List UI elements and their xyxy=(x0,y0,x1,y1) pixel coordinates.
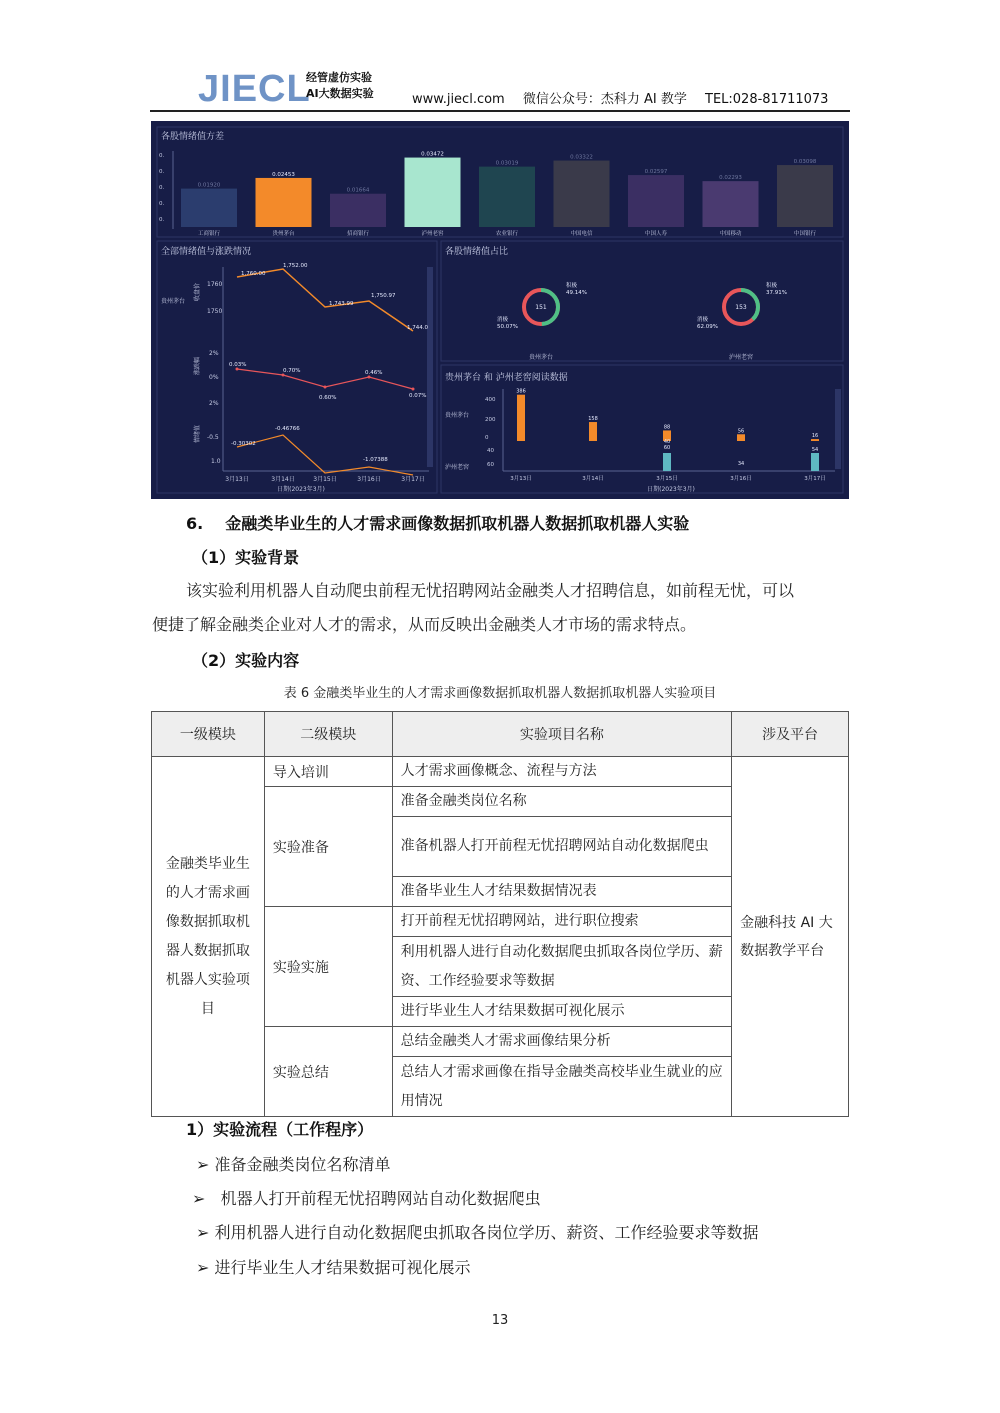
section-title: 金融类毕业生的人才需求画像数据抓取机器人数据抓取机器人实验 xyxy=(225,514,690,533)
sentiment-bar xyxy=(628,175,684,227)
logo-subtitle xyxy=(306,70,374,102)
donut-pos-value: 37.91% xyxy=(766,290,787,296)
reads-top-value: 88 xyxy=(663,424,671,431)
flow-bullet xyxy=(192,1186,541,1209)
reads-x-date: 3月13日 xyxy=(510,476,532,482)
donut-center-value: 151 xyxy=(535,304,547,311)
donut-pos-label: 积极 xyxy=(766,283,778,289)
reads-x-date: 3月17日 xyxy=(804,476,826,482)
reads-bottom-value: 40 xyxy=(663,439,671,445)
logo-line-1: 经管虚仿实验 xyxy=(306,71,372,84)
trend-row1-point-label: 1,750.97 xyxy=(371,293,396,299)
reads-x-date: 3月14日 xyxy=(582,476,604,482)
platform-cell: 金融科技 AI 大数据教学平台 xyxy=(732,757,849,1117)
background-paragraph xyxy=(152,574,852,642)
experiment-table xyxy=(151,711,849,1117)
reads-top-value: 56 xyxy=(737,428,745,435)
reads-top-value: 158 xyxy=(588,416,598,423)
trend-row2-point xyxy=(412,388,415,391)
reads-bottom-bar xyxy=(663,453,671,471)
sentiment-bar-value: 0.01664 xyxy=(346,187,370,194)
sentiment-bar-value: 0.02293 xyxy=(719,175,742,182)
flow-bullet xyxy=(196,1220,759,1243)
wechat: 微信公众号：杰科力 AI 教学 xyxy=(522,92,687,107)
reads-bottom-value: 34 xyxy=(737,461,745,467)
sentiment-bar-label: 招商银行 xyxy=(346,231,370,237)
sentiment-bar-value: 0.02597 xyxy=(644,169,668,176)
donut-neg-value: 62.09% xyxy=(697,324,718,330)
trend-row3-tick: -0.5 xyxy=(207,434,219,441)
bullet-symbol: ➢ xyxy=(196,1258,210,1277)
reads-x-title: 日期(2023年3月) xyxy=(647,486,695,493)
sentiment-bar-label: 农业银行 xyxy=(495,231,519,237)
trend-row1-point-label: 1,743.99 xyxy=(329,301,354,307)
reads-bottom-tick: 40 xyxy=(487,448,494,454)
reads-top-tick: 0 xyxy=(485,435,489,441)
project-cell: 总结人才需求画像在指导金融类高校毕业生就业的应用情况 xyxy=(392,1057,731,1117)
reads-top-bar xyxy=(811,439,819,441)
trend-row2-point xyxy=(368,376,371,379)
donut-pos-label: 积极 xyxy=(566,283,578,289)
trend-row1-point-label: 1,752.00 xyxy=(283,263,308,269)
donut-name: 贵州茅台 xyxy=(528,354,554,361)
reads-top-tick: 200 xyxy=(485,417,496,423)
bullet-symbol: ➢ xyxy=(192,1189,206,1208)
sentiment-bar-value: 0.03322 xyxy=(570,154,593,161)
reads-bottom-value: 54 xyxy=(811,447,819,453)
table-header-row xyxy=(152,712,849,757)
background-line-2: 便捷了解金融类企业对人才的需求，从而反映出金融类人才市场的需求特点。 xyxy=(152,615,697,634)
module-cell: 导入培训 xyxy=(264,757,392,787)
trend-row2-point xyxy=(236,368,239,371)
trend-row1-point-label: 1,744.0 xyxy=(407,325,428,331)
sentiment-bar-value: 0.03472 xyxy=(421,151,444,158)
background-heading: （1）实验背景 xyxy=(192,548,300,567)
reads-top-tick: 400 xyxy=(485,397,496,403)
sentiment-bar-value: 0.03019 xyxy=(495,160,519,167)
trend-row2-tick: 2% xyxy=(209,400,219,407)
trend-x-date: 3月14日 xyxy=(271,476,295,483)
trend-row3-point-label: -1.07388 xyxy=(363,457,388,463)
donut-pos-value: 49.14% xyxy=(566,290,587,296)
reads-bars xyxy=(485,389,826,482)
trend-x-dates xyxy=(225,475,424,483)
trend-row2-point xyxy=(282,374,285,377)
section-number: 6. xyxy=(186,514,204,533)
trend-panel-title: 全部情绪值与涨跌情况 xyxy=(161,247,252,257)
trend-x-date: 3月13日 xyxy=(225,476,249,483)
bullet-symbol: ➢ xyxy=(196,1223,210,1242)
trend-row2-axis: 涨跌幅 xyxy=(194,356,201,375)
reads-top-value: 16 xyxy=(811,433,819,440)
sentiment-bar xyxy=(405,158,461,227)
project-cell: 利用机器人进行自动化数据爬虫抓取各岗位学历、薪资、工作经验要求等数据 xyxy=(392,937,731,997)
trend-x-title: 日期(2023年3月) xyxy=(277,486,325,493)
project-cell: 准备金融类岗位名称 xyxy=(392,787,731,817)
donut-neg-label: 消极 xyxy=(697,317,709,323)
flow-bullet-text: 进行毕业生人才结果数据可视化展示 xyxy=(214,1258,471,1277)
flow-bullet-text: 利用机器人进行自动化数据爬虫抓取各岗位学历、薪资、工作经验要求等数据 xyxy=(214,1223,759,1242)
flow-title: 1）实验流程（工作程序） xyxy=(186,1120,374,1139)
project-cell: 进行毕业生人才结果数据可视化展示 xyxy=(392,997,731,1027)
trend-row1-axis: 收盘价 xyxy=(194,282,201,301)
section-heading xyxy=(186,511,689,534)
header-platform: 涉及平台 xyxy=(732,712,849,757)
share-donuts xyxy=(497,281,787,361)
trend-row3-tick: 1.0 xyxy=(211,458,221,465)
sentiment-bar xyxy=(479,167,535,227)
trend-row2-tick: 0% xyxy=(209,374,219,381)
reads-top-bar xyxy=(517,395,525,441)
trend-row3-point-label: -0.30302 xyxy=(231,441,256,447)
flow-bullet-text: 机器人打开前程无忧招聘网站自动化数据爬虫 xyxy=(220,1189,541,1208)
trend-row1-point-label: 1,760.00 xyxy=(241,271,266,277)
donut-name: 泸州老窖 xyxy=(728,354,754,361)
sentiment-y-tick: 0. xyxy=(159,185,165,191)
trend-row3-axis: 情绪值 xyxy=(194,424,201,443)
sentiment-bar-label: 泸州老窖 xyxy=(421,231,444,237)
sentiment-bar-label: 贵州茅台 xyxy=(272,231,295,237)
trend-x-date: 3月16日 xyxy=(357,476,381,483)
project-cell: 总结金融类人才需求画像结果分析 xyxy=(392,1027,731,1057)
reads-top-label: 贵州茅台 xyxy=(445,412,470,419)
sentiment-bar-label: 中国人寿 xyxy=(644,231,668,237)
sentiment-bar xyxy=(554,161,610,227)
page-header xyxy=(150,64,850,112)
share-panel-frame xyxy=(441,241,843,361)
reads-x-date: 3月16日 xyxy=(730,476,752,482)
trend-row1-tick: 1760 xyxy=(207,281,223,288)
donut-neg-value: 50.07% xyxy=(497,324,518,330)
sentiment-bar xyxy=(330,194,386,227)
table-row xyxy=(152,757,849,787)
header-project: 实验项目名称 xyxy=(392,712,731,757)
module-cell: 实验准备 xyxy=(264,787,392,907)
dashboard-canvas xyxy=(151,121,849,499)
trend-sentiment-line xyxy=(237,435,413,475)
header-level1: 一级模块 xyxy=(152,712,265,757)
reads-top-value: 386 xyxy=(516,388,526,395)
sentiment-bar-label: 中国电信 xyxy=(570,231,593,237)
share-panel-title: 各股情绪值占比 xyxy=(445,247,509,257)
trend-row1-label: 贵州茅台 xyxy=(161,298,186,305)
reads-top-bar xyxy=(737,434,745,441)
sentiment-bar-label: 中国移动 xyxy=(719,231,742,237)
trend-scrollbar[interactable] xyxy=(427,267,433,467)
project-cell: 准备毕业生人才结果数据情况表 xyxy=(392,877,731,907)
reads-top-bar xyxy=(589,422,597,441)
trend-x-date: 3月15日 xyxy=(313,476,337,483)
reads-x-date: 3月15日 xyxy=(656,476,678,482)
trend-row2-point-label: 0.46% xyxy=(365,370,383,376)
project-cell: 打开前程无忧招聘网站，进行职位搜索 xyxy=(392,907,731,937)
page-number: 13 xyxy=(491,1313,509,1328)
module-cell: 实验总结 xyxy=(264,1027,392,1117)
telephone: TEL:028-81711073 xyxy=(705,92,829,107)
trend-row2-tick: 2% xyxy=(209,350,219,357)
reads-bottom-tick: 60 xyxy=(487,462,494,468)
sentiment-bar-value: 0.01920 xyxy=(197,182,221,189)
reads-bottom-value: 60 xyxy=(663,445,671,451)
sentiment-bar xyxy=(777,165,833,227)
sentiment-y-tick: 0. xyxy=(159,217,165,223)
sentiment-bar-value: 0.02453 xyxy=(272,171,295,178)
donut-neg-label: 消极 xyxy=(497,317,509,323)
module-cell: 实验实施 xyxy=(264,907,392,1027)
reads-panel-title: 贵州茅台 和 泸州老窖阅读数据 xyxy=(445,373,568,383)
trend-row2-point xyxy=(324,386,327,389)
sentiment-bar xyxy=(703,181,759,227)
flow-bullet xyxy=(196,1255,471,1278)
table-caption: 表 6 金融类毕业生的人才需求画像数据抓取机器人数据抓取机器人实验项目 xyxy=(283,686,717,701)
reads-bottom-bar xyxy=(811,453,819,471)
donut-center-value: 153 xyxy=(735,304,747,311)
logo: JIECL xyxy=(198,68,311,110)
flow-bullet-text: 准备金融类岗位名称清单 xyxy=(214,1155,391,1174)
bullet-symbol: ➢ xyxy=(196,1155,210,1174)
sentiment-bar xyxy=(256,178,312,227)
trend-row2-point-label: 0.60% xyxy=(319,395,337,401)
sentiment-bar-value: 0.03098 xyxy=(793,159,817,166)
reads-panel-frame xyxy=(441,365,843,493)
sentiment-bar-label: 工商银行 xyxy=(197,231,221,237)
trend-row2-point-label: 0.07% xyxy=(409,393,427,399)
trend-close-line xyxy=(237,269,413,331)
project-cell: 准备机器人打开前程无忧招聘网站自动化数据爬虫 xyxy=(392,817,731,877)
flow-bullet xyxy=(196,1152,391,1175)
dashboard-screenshot xyxy=(151,121,849,499)
contact-info xyxy=(412,88,842,107)
sentiment-bar-label: 中国银行 xyxy=(793,231,817,237)
trend-point-labels xyxy=(229,263,428,463)
reads-scrollbar[interactable] xyxy=(835,389,841,469)
trend-x-date: 3月17日 xyxy=(401,476,425,483)
background-line-1: 该实验利用机器人自动爬虫前程无忧招聘网站金融类人才招聘信息，如前程无忧，可以 xyxy=(186,581,795,600)
reads-bottom-label: 泸州老窖 xyxy=(445,464,470,471)
trend-row3-point-label: -0.46766 xyxy=(275,426,300,432)
trend-row1-tick: 1750 xyxy=(207,308,223,315)
trend-ticks xyxy=(207,281,222,465)
project-cell: 人才需求画像概念、流程与方法 xyxy=(392,757,731,787)
sentiment-panel-title: 各股情绪值方差 xyxy=(161,132,225,142)
header-level2: 二级模块 xyxy=(264,712,392,757)
sentiment-y-tick: 0. xyxy=(159,201,165,207)
sentiment-y-tick: 0. xyxy=(159,169,165,175)
website: www.jiecl.com xyxy=(412,92,505,107)
content-heading: （2）实验内容 xyxy=(192,651,300,670)
level1-cell: 金融类毕业生的人才需求画像数据抓取机器人数据抓取机器人实验项目 xyxy=(152,757,265,1117)
sentiment-bar xyxy=(181,189,237,227)
sentiment-bars xyxy=(159,152,833,237)
trend-row2-point-label: 0.70% xyxy=(283,368,301,374)
logo-line-2: AI大数据实验 xyxy=(306,87,374,100)
trend-row2-point-label: 0.03% xyxy=(229,362,247,368)
sentiment-y-tick: 0. xyxy=(159,153,165,159)
